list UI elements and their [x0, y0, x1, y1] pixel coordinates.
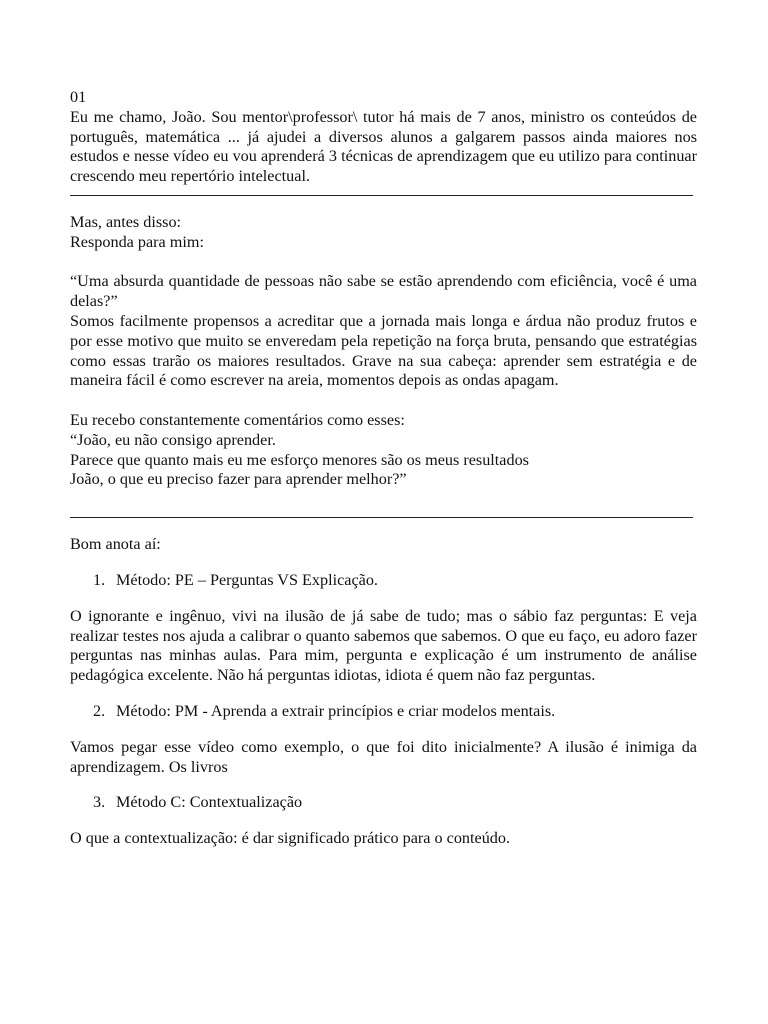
method-heading-1 — [70, 571, 697, 591]
before-line: Mas, antes disso: — [70, 212, 182, 231]
list-number: 2. — [93, 701, 106, 720]
method-paragraph-1: O ignorante e ingênuo, vivi na ilusão de já sabe de tudo; mas o sábio faz perguntas: E veja realizar testes nos ajuda a calibrar o quanto sabemos que sabemos. O que eu faço, eu adoro fazer perguntas nas minhas aulas. Para mim, pergunta e explicação é um instrumento de análise pedagógica excelente. Não há perguntas idiotas, idiota é quem não faz perguntas. — [70, 606, 697, 685]
comment-line: Parece que quanto mais eu me esforço menores são os meus resultados — [70, 450, 529, 469]
method-paragraph-2: Vamos pegar esse vídeo como exemplo, o que foi dito inicialmente? A ilusão é inimiga da aprendizagem. Os livros — [70, 737, 697, 776]
comment-line: João, o que eu preciso fazer para aprender melhor?” — [70, 470, 407, 489]
quote-paragraph: “Uma absurda quantidade de pessoas não sabe se estão aprendendo com eficiência, você é uma delas?” — [70, 272, 697, 311]
list-number: 1. — [93, 570, 106, 589]
comment-line: “João, eu não consigo aprender. — [70, 430, 276, 449]
method-title: Método: PM - Aprenda a extrair princípios e criar modelos mentais. — [116, 701, 556, 720]
method-heading-3 — [70, 793, 697, 813]
method-title: Método: PE – Perguntas VS Explicação. — [116, 570, 378, 589]
list-number: 3. — [93, 793, 106, 812]
intro-paragraph: Eu me chamo, João. Sou mentor\professor\ tutor há mais de 7 anos, ministro os conteúdos de português, matemática ... já ajudei a diversos alunos a galgarem passos ainda maiores nos estudos e nesse vídeo eu vou aprenderá 3 técnicas de aprendizagem que eu utilizo para continuar crescendo meu repertório intelectual. — [70, 107, 697, 186]
comments-intro: Eu recebo constantemente comentários como esses: — [70, 410, 405, 429]
document-page — [70, 88, 697, 849]
method-heading-2 — [70, 702, 697, 722]
respond-line: Responda para mim: — [70, 232, 204, 251]
note-line: Bom anota aí: — [70, 535, 161, 554]
method-paragraph-3: O que a contextualização: é dar significado prático para o conteúdo. — [70, 829, 511, 848]
section-number: 01 — [70, 88, 87, 106]
body-paragraph: Somos facilmente propensos a acreditar que a jornada mais longa e árdua não produz frutos e por esse motivo que muito se enveredam pela repetição na força bruta, pensando que estratégias como essas trarão os maiores resultados. Grave na sua cabeça: aprender sem estratégia e de maneira fácil é como escrever na areia, momentos depois as ondas apagam. — [70, 311, 697, 390]
method-title: Método C: Contextualização — [116, 793, 303, 812]
